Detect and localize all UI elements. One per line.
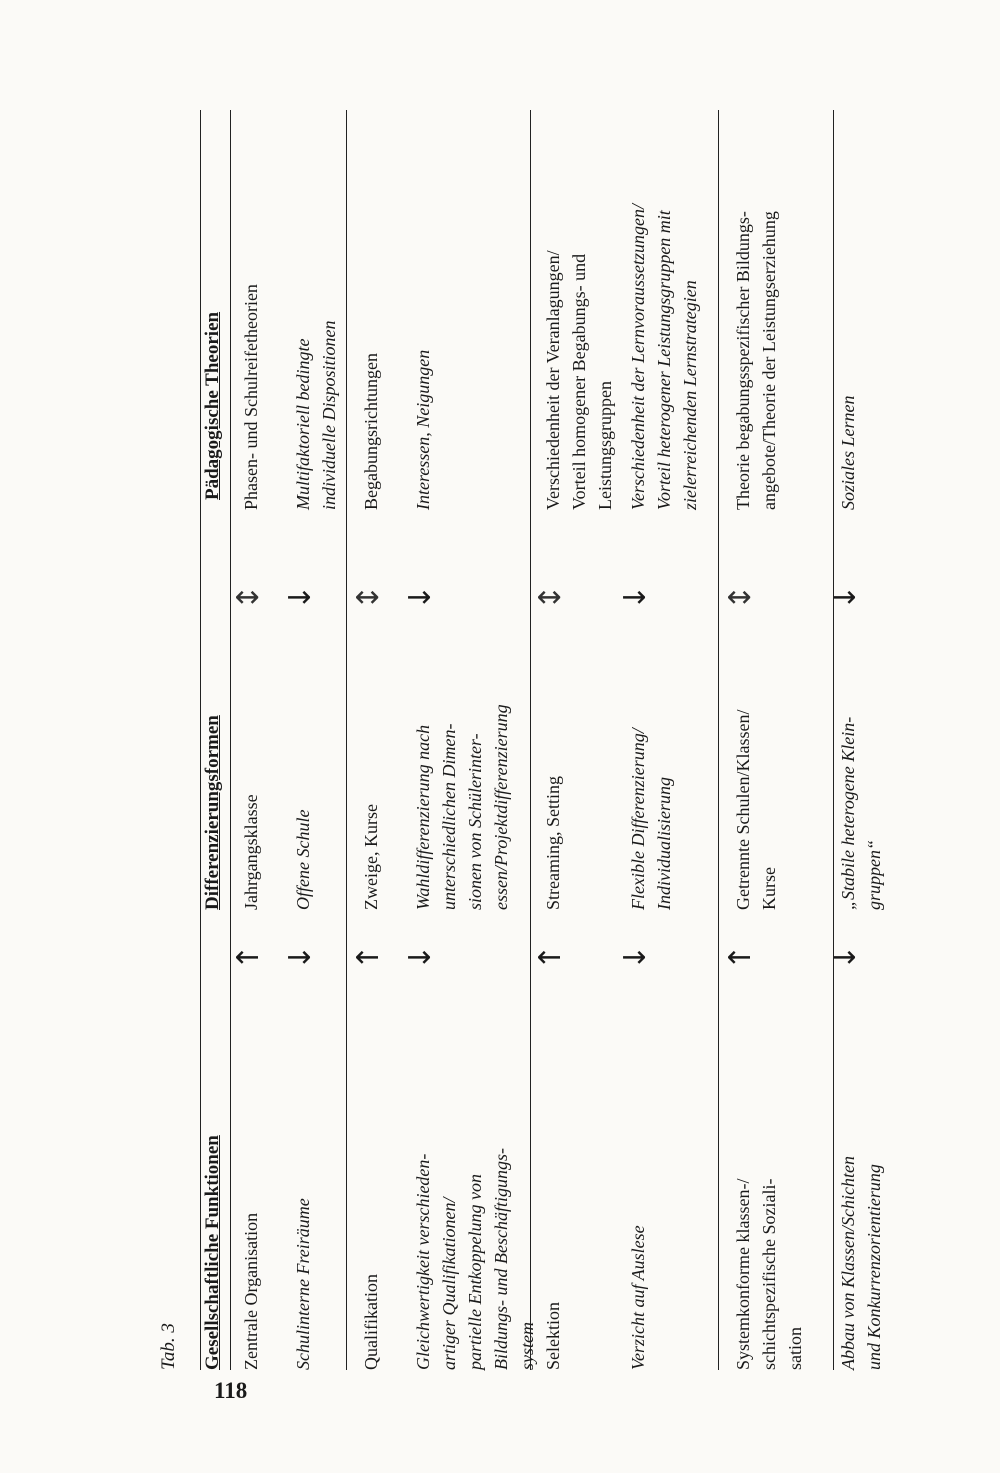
table-rule bbox=[833, 110, 834, 1370]
form-cell bbox=[835, 717, 887, 910]
double-arrow-icon: ↕ bbox=[533, 584, 568, 610]
form-cell bbox=[238, 794, 264, 910]
function-cell bbox=[540, 1302, 566, 1370]
function-cell-line: Zentrale Organisation bbox=[241, 1212, 261, 1370]
form-cell-line: Jahrgangsklasse bbox=[241, 794, 261, 910]
theory-cell bbox=[835, 396, 861, 511]
table-rule bbox=[200, 110, 201, 1370]
function-cell-line: Abbau von Klassen/Schichten bbox=[838, 1156, 858, 1370]
arrow-icon: ↓ bbox=[828, 944, 863, 970]
form-cell-line: Getrennte Schulen/Klassen/ bbox=[733, 709, 753, 910]
header-functions: Gesellschaftliche Funktionen bbox=[202, 1135, 223, 1370]
theory-cell-line: Vorteil heterogener Leistungsgruppen mit bbox=[654, 210, 674, 510]
form-cell bbox=[358, 804, 384, 910]
table-label: Tab. 3 bbox=[158, 1323, 179, 1370]
double-arrow-icon: ↕ bbox=[351, 584, 386, 610]
header-theories: Pädagogische Theorien bbox=[202, 311, 223, 500]
function-cell bbox=[835, 1156, 887, 1370]
function-cell-line: Gleichwertigkeit verschieden- bbox=[413, 1153, 433, 1370]
theory-cell bbox=[290, 321, 342, 510]
form-cell-line: unterschiedlichen Dimen- bbox=[439, 723, 459, 910]
form-cell-line: Zweige, Kurse bbox=[361, 804, 381, 910]
arrow-icon: ↓ bbox=[618, 584, 653, 610]
theory-cell bbox=[540, 250, 618, 510]
form-cell-line: Kurse bbox=[759, 867, 779, 910]
function-cell bbox=[625, 1225, 651, 1370]
form-cell bbox=[625, 728, 677, 910]
function-cell-line: Qualifikation bbox=[361, 1274, 381, 1370]
function-cell-line: system bbox=[517, 1322, 537, 1370]
function-cell-line: partielle Entkoppelung von bbox=[465, 1174, 485, 1370]
arrow-icon: ↓ bbox=[283, 944, 318, 970]
header-forms: Differenzierungsformen bbox=[202, 715, 223, 910]
function-cell bbox=[290, 1198, 316, 1370]
double-arrow-icon: ↕ bbox=[723, 584, 758, 610]
function-cell-line: Selektion bbox=[543, 1302, 563, 1370]
form-cell-line: gruppen“ bbox=[864, 839, 884, 910]
function-cell-line: und Konkurrenzorientierung bbox=[864, 1164, 884, 1370]
theory-cell-line: Multifaktoriell bedingte bbox=[293, 338, 313, 510]
form-cell bbox=[730, 710, 782, 910]
table-rule bbox=[530, 110, 531, 1370]
function-cell-line: Systemkonforme klassen-/ bbox=[733, 1178, 753, 1370]
table-rule bbox=[718, 110, 719, 1370]
form-cell bbox=[410, 704, 514, 910]
theory-cell-line: Leistungsgruppen bbox=[595, 381, 615, 510]
function-cell-line: Verzicht auf Auslese bbox=[628, 1225, 648, 1370]
theory-cell-line: individuelle Dispositionen bbox=[319, 320, 339, 510]
function-cell-line: Bildungs- und Beschäftigungs- bbox=[491, 1148, 511, 1370]
theory-cell-line: Verschiedenheit der Veranlagungen/ bbox=[543, 250, 563, 510]
form-cell-line: Offene Schule bbox=[293, 809, 313, 910]
arrow-icon: ↓ bbox=[283, 584, 318, 610]
form-cell-line: sionen von Schülerinter- bbox=[465, 733, 485, 910]
theory-cell bbox=[238, 284, 264, 510]
theory-cell-line: Interessen, Neigungen bbox=[413, 349, 433, 510]
function-cell bbox=[238, 1213, 264, 1370]
arrow-icon: ↓ bbox=[618, 944, 653, 970]
theory-cell-line: Vorteil homogener Begabungs- und bbox=[569, 253, 589, 510]
double-arrow-icon: ↕ bbox=[231, 584, 266, 610]
theory-cell-line: zielerreichenden Lernstrategien bbox=[680, 280, 700, 510]
arrow-icon: ↑ bbox=[351, 944, 386, 970]
theory-cell-line: Theorie begabungsspezifischer Bildungs- bbox=[733, 211, 753, 510]
theory-cell-line: angebote/Theorie der Leistungserziehung bbox=[759, 211, 779, 510]
theory-cell-line: Verschiedenheit der Lernvoraussetzungen/ bbox=[628, 204, 648, 510]
arrow-icon: ↑ bbox=[533, 944, 568, 970]
form-cell bbox=[290, 810, 316, 910]
function-cell-line: Schulinterne Freiräume bbox=[293, 1198, 313, 1370]
form-cell bbox=[540, 776, 566, 910]
form-cell-line: Wahldifferenzierung nach bbox=[413, 724, 433, 910]
function-cell bbox=[730, 1179, 808, 1370]
theory-cell bbox=[410, 350, 436, 510]
function-cell-line: sation bbox=[785, 1327, 805, 1370]
table-rule bbox=[230, 110, 231, 1370]
function-cell bbox=[358, 1274, 384, 1370]
rotated-table bbox=[140, 110, 884, 1370]
table-rule bbox=[346, 110, 347, 1370]
arrow-icon: ↓ bbox=[828, 584, 863, 610]
form-cell-line: „Stabile heterogene Klein- bbox=[838, 716, 858, 910]
theory-cell bbox=[625, 204, 703, 510]
theory-cell bbox=[358, 353, 384, 510]
theory-cell-line: Soziales Lernen bbox=[838, 395, 858, 510]
function-cell-line: schichtspezifische Soziali- bbox=[759, 1178, 779, 1370]
arrow-icon: ↓ bbox=[403, 584, 438, 610]
arrow-icon: ↓ bbox=[403, 944, 438, 970]
form-cell-line: Individualisierung bbox=[654, 777, 674, 910]
theory-cell-line: Phasen- und Schulreifetheorien bbox=[241, 284, 261, 510]
arrow-icon: ↑ bbox=[723, 944, 758, 970]
form-cell-line: Flexible Differenzierung/ bbox=[628, 728, 648, 910]
page-number: 118 bbox=[214, 1378, 248, 1403]
form-cell-line: essen/Projektdifferenzierung bbox=[491, 704, 511, 910]
arrow-icon: ↑ bbox=[231, 944, 266, 970]
function-cell bbox=[410, 1148, 540, 1370]
theory-cell bbox=[730, 211, 782, 510]
function-cell-line: artiger Qualifikationen/ bbox=[439, 1197, 459, 1370]
form-cell-line: Streaming, Setting bbox=[543, 776, 563, 910]
theory-cell-line: Begabungsrichtungen bbox=[361, 353, 381, 510]
